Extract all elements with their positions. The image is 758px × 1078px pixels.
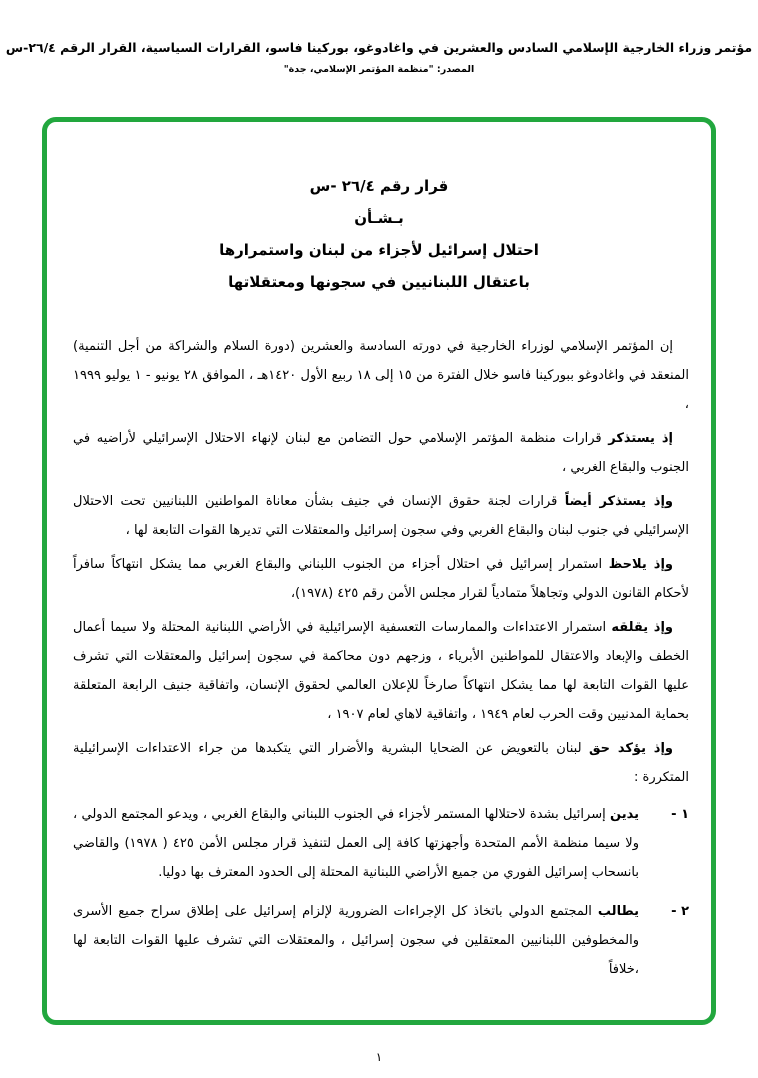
operative-items-list (73, 800, 689, 984)
paragraph-lead: وإذ يلاحظ (608, 557, 673, 572)
paragraph-text: لبنان بالتعويض عن الضحايا البشرية والأضرار التي يتكبدها من جراء الاعتداءات الإسرائيلية المتكررة : (73, 741, 689, 785)
resolution-subject-line1: احتلال إسرائيل لأجزاء من لبنان واستمرارها (219, 241, 539, 259)
paragraph-lead: إذ يستذكر (608, 431, 674, 446)
preamble-paragraph-noting (73, 550, 689, 608)
paragraph-text: إن المؤتمر الإسلامي لوزراء الخارجية في دورته السادسة والعشرين (دورة السلام والشراكة من أجل التنمية) المنعقد في واغادوغو ببوركينا فاسو خلال الفترة من ١٥ إلى ١٨ ربيع الأول ١٤٢٠هـ ، الموافق ٢٨ يونيو - ١ يوليو ١٩٩٩ ، (73, 339, 689, 412)
preamble-paragraph-concerned (73, 613, 689, 729)
item-text (73, 897, 639, 984)
paragraph-lead: وإذ يؤكد حق (588, 741, 673, 756)
preamble-paragraph-recalling-also (73, 487, 689, 545)
item-number: ١ - (671, 807, 689, 822)
resolution-title-block (47, 170, 711, 298)
paragraph-lead: وإذ يستذكر أيضاً (564, 494, 673, 509)
item-text (73, 800, 639, 887)
paragraph-text: قرارات منظمة المؤتمر الإسلامي حول التضامن مع لبنان لإنهاء الاحتلال الإسرائيلي لأراضيه في الجنوب والبقاع الغربي ، (73, 431, 689, 475)
header-source-line: المصدر: "منظمة المؤتمر الإسلامي، جدة" (283, 64, 475, 75)
paragraph-lead: وإذ يقلقه (611, 620, 673, 635)
paragraph-text: استمرار الاعتداءات والممارسات التعسفية الإسرائيلية في الأراضي اللبنانية المحتلة ولا سيما أعمال الخطف والإبعاد والاعتقال للمواطنين الأبرياء ، وزجهم دون محاكمة في سجون إسرائيل والمعتقلات التي تشرف عليها القوات التابعة لها مما يشكل انتهاكاً صارخاً للإعلان العالمي لحقوق الإنسان، واتفاقية جنيف الرابعة المتعلقة بحماية المدنيين وقت الحرب لعام ١٩٤٩ ، واتفاقية لاهاي لعام ١٩٠٧ ، (73, 620, 689, 722)
preamble-paragraph-affirming (73, 734, 689, 792)
item-number: ٢ - (671, 904, 689, 919)
paragraph-text: قرارات لجنة حقوق الإنسان في جنيف بشأن معاناة المواطنين اللبنانيين تحت الاحتلال الإسرائيلي في جنوب لبنان والبقاع الغربي وفي سجون إسرائيل والمعتقلات التي تديرها القوات التابعة لها ، (73, 494, 689, 538)
operative-item-1 (73, 800, 689, 887)
preamble-paragraph-recalling (73, 424, 689, 482)
resolution-subject-word: بـشـأن (354, 209, 404, 227)
resolution-number-title: قرار رقم ٢٦/٤ -س (309, 177, 449, 195)
resolution-body (47, 332, 711, 984)
item-lead: يدين (610, 807, 639, 822)
resolution-frame (42, 117, 716, 1025)
item-body: إسرائيل بشدة لاحتلالها المستمر لأجزاء في الجنوب اللبناني والبقاع الغربي ، ويدعو المجتمع الدولي ، ولا سيما منظمة الأمم المتحدة وأجهزتها كافة إلى العمل لتنفيذ قرار مجلس الأمن ٤٢٥ ( ١٩٧٨) والقاضي بانسحاب إسرائيل الفوري من جميع الأراضي اللبنانية المحتلة إلى الحدود المعترف بها دوليا. (73, 807, 639, 880)
item-lead: يطالب (597, 904, 639, 919)
resolution-subject-line2: باعتقال اللبنانيين في سجونها ومعتقلاتها (228, 273, 530, 291)
item-body: المجتمع الدولي باتخاذ كل الإجراءات الضرورية لإلزام إسرائيل على إطلاق سراح جميع الأسرى والمخطوفين اللبنانيين المعتقلين في سجون إسرائيل ، والمعتقلات التي تشرف عليها القوات التابعة لها ،خلافاً (73, 904, 639, 977)
operative-item-2 (73, 897, 689, 984)
document-header (0, 0, 758, 75)
header-conference-line: مؤتمر وزراء الخارجية الإسلامي السادس والعشرين في واغادوغو، بوركينا فاسو، القرارات السياسية، القرار الرقم ٢٦/٤-س (5, 40, 753, 55)
preamble-paragraph-opening (73, 332, 689, 419)
paragraph-text: استمرار إسرائيل في احتلال أجزاء من الجنوب اللبناني والبقاع الغربي مما يشكل انتهاكاً سافراً لأحكام القانون الدولي وتجاهلاً متمادياً لقرار مجلس الأمن رقم ٤٢٥ (١٩٧٨)، (73, 557, 689, 601)
page-number: ١ (375, 1050, 383, 1064)
